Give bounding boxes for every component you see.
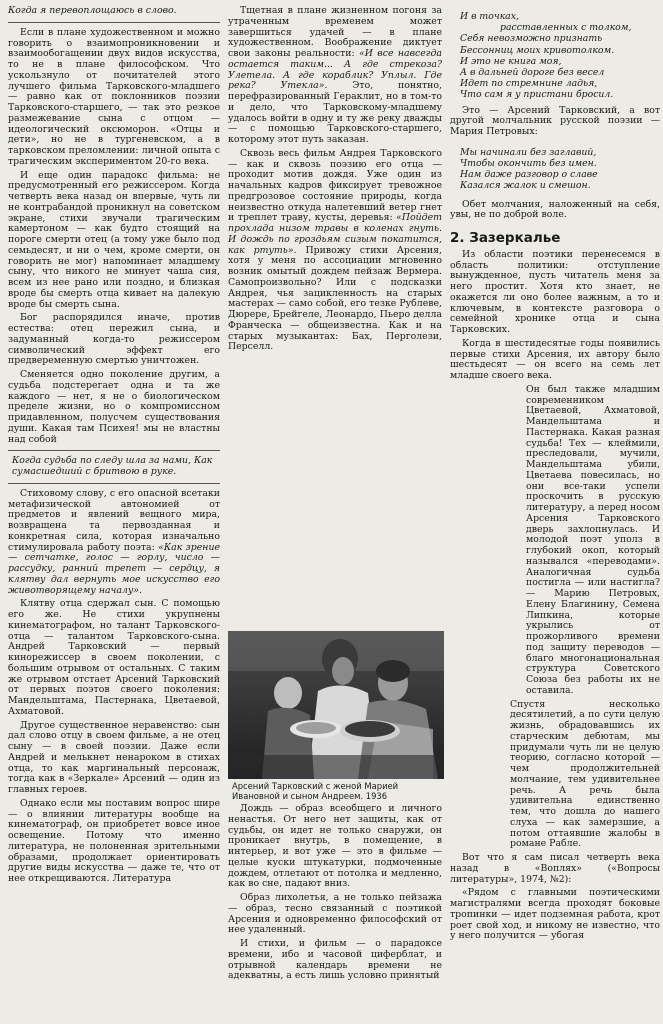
article-column-2 (228, 6, 442, 353)
verse-line: Идет по стремнине ладья, (460, 78, 598, 90)
poem-verse (460, 147, 660, 192)
section-heading: 2. Зазеркалье (450, 230, 561, 247)
paragraph: Клятву отца сдержал сын. С помощью его же. Не стихи укрупнены кинематографом, но талант Тарковского-отца — талантом Тарковского-сына. Андрей Тарковский — первый кинорежиссер в своем поколении, с большим отрывом от остальных. С таким же отрывом отстает Арсений Тарковский от первых поэтов своего поколения: Мандельштама, Пастернака, Цветаевой, Ахматовой. (8, 598, 220, 717)
epigraph: Когда я перевоплощаюсь в слово. (8, 5, 177, 16)
verse-line: Казался жалок и смешон. (460, 180, 591, 192)
divider (8, 22, 220, 23)
paragraph: Бог распорядился иначе, против естества: отец пережил сына, и задуманный когда-то режиссером символический эффект его предвеременную смертью уничтожен. (8, 312, 220, 367)
paragraph: Спустя несколько десятилетий, а по сути целую жизнь, обрадовавшись их старческим дебютам, мы придумали чуть ли не целую теорию, согласно которой — чем продолжительней молчание, тем удивительнее речь. А речь была удивительна единственно тем, что дошла до нашего слуха — как замерзшие, а потом оттаявшие жалобы в романе Рабле. (510, 698, 660, 850)
paragraph: Если в плане художественном и можно говорить о взаимопроникновении и взаимообогащении двух видов искусства, то не в плане философском. Что уcкользнуло от почитателей этого лучшего фильма Тарковского-младшего — равно как от поклонников поэзии Тарковского-старшего, — так это резкое размежевание сына с отцом — идеологический оксюморон. «Отцы и дети», но не в тургеневском, а в тарковском преломлении: личной опыта с трагическим экспериментом 20-го века. (8, 26, 220, 167)
paragraph: Дождь — образ всеобщего и личного ненастья. От него нет защиты, как от судьбы, он идет не только снаружи, он проникает внутрь, в помещение, в интерьер, и вот уже — это в фильме — целые куски штукатурки, подмоченные дождем, отлетают от потолка и медленно, как во сне, падают вниз. (228, 803, 442, 890)
article-column-3 (450, 6, 660, 942)
verse-line: Что сам я у пристани бросил. (460, 89, 614, 101)
paragraph: Он был также младшим современником Цветаевой, Ахматовой, Мандельштама и Пастернака. Какая разная судьба! Тех — клеймили, преследовали, мучили, Мандельштама убили, Цветаева повесилась, но они все-таки успели проскочить в русскую литературу, а перед носом Арсения Тарковского дверь захлопнулась. И молодой поэт уполз в глубокий окоп, который назывался «переводами». Аналогичная судьба постигла — или настигла? — Марию Петровых, Елену Благинину, Семена Липкина, которые укрылись от прожорливого времени под защиту переводов — благо многонациональная структура Советского Союза без работы их не оставила. (526, 383, 660, 696)
photo-illustration (228, 631, 444, 779)
paragraph: Вот что я сам писал четверть века назад в «Воплях» («Вопросы литературы», 1974, №2): (450, 852, 660, 885)
paragraph: Образ лихолетья, а не только пейзажа — образ, тесно связанный с поэтикой Арсения и одновременно философский от нее удаленный. (228, 892, 442, 936)
paragraph: И еще один парадокс фильма: не предусмотренный его режиссером. Когда четверть века назад он впервые, чуть ли не контрабандой проникнул на советском экране, стихи звучали трагическим камертоном — как будто стоящий на пороге смерти отец (а тому уже было под семьдесят, и ни о чем, кроме смерти, он говорить не мог) напоминает младшему сыну, что никого не минует чаша сия, всем из нее рано или поздно, и близкая вроде бы смерть отца кивает на далекую вроде бы смерть сына. (8, 169, 220, 310)
family-photo (228, 631, 444, 779)
verse-line: расставленных с толком, (500, 22, 632, 34)
paragraph: Из области поэтики перенесемся в область политики: отступление вынужденное, пусть читатель меня за него простит. Хотя кто знает, не окажется ли оно более важным, а то и ключевым, в контексте разговора о семейной хронике отца и сына Тарковских. (450, 248, 660, 336)
verse-line: Себя невозможно признать (460, 33, 603, 45)
paragraph: «Рядом с главными поэтическими магистралями всегда проходят боковые тропинки — идет подземная работа, крот роет свой ход, и никому не известно, что у него получится — убогая (450, 887, 660, 942)
verse-line: Бессонниц моих кривотолком. (460, 44, 615, 56)
divider (8, 483, 220, 484)
paragraph: Тщетная в плане жизненном погоня за утраченным временем может завершиться удачей — в плане художественном. Воображение диктует свои законы реальности: «И все навсегда остается таким... А где стрекоза? Улетела. А где кораблик? Уплыл. Где река? Утекла». Это, понятно, перефразированный Гераклит, но в том-то и дело, что Тарковскому-младшему удалось войти в одну и ту же реку дважды — с помощью Тарковского-старшего, которому этот путь заказан. (228, 5, 442, 145)
poem-quote: «Как зрение — сетчатке, голос — горлу, число — рассудку, ранний трепет — сердцу, я клятву дал вернуть мое искусство его животворящему началу». (8, 541, 220, 596)
article-column-1 (8, 6, 220, 885)
paragraph: Однако если мы поставим вопрос шире — о влиянии литературы вообще на кинематограф, он приобретет вовсе иное освещение. Потому что именно литература, не полоненная зрительными образами, продолжает ориентировать другие виды искусства — даже те, что от нее открещиваются. Литература (8, 797, 220, 884)
paragraph: Сквозь весь фильм Андрея Тарковского — как и сквозь поэзию его отца — проходит мотив дождя. Уже один из начальных кадров фиксирует тревожное предгрозовое состояние природы, когда неизвестно откуда налетевший ветер гнет и треплет траву, кусты, деревья: «Пойдет прохлада низом травы в коленах гнуть. И дождь по гроздьям сизым покатится, как ртуть». Привожу стихи Арсения, хотя у меня по ассоциации мгновенно возник омытый дождем пейзаж Вермера. Самопроизвольно? Или с подсказки Андрея, чья зацикленность на старых мастерах — само собой, его тезке Рублеве, Дюрере, Брейгеле, Леонардо, Пьеро делла Франческа — общеизвестна. Как и на старых музыкантах: Бах, Перголези, Перселл. (228, 147, 442, 353)
verse-line: Мы начинали без заглавий, (460, 146, 597, 158)
paragraph: Когда в шестидесятые годы появились первые стихи Арсения, их автору было шестьдесят — он всего на семь лет младше своего века. (450, 337, 660, 382)
verse-line: Нам даже разговор о славе (460, 169, 598, 181)
article-column-2-continued (228, 804, 442, 982)
poem-verse (460, 11, 660, 101)
paragraph: Сменяется одно поколение другим, а судьба подстерегает одна и та же каждого — нет, я не о биологическом пределе жизни, но о компромиссном придавленном, полусчем существования души. Какая там Психея! мы не властны над собой (8, 369, 220, 445)
verse-line: И это не книга моя, (460, 55, 562, 67)
paragraph: Это — Арсений Тарковский, а вот другой молчальник русской поэзии — Мария Петровых: (450, 104, 660, 138)
poem-quote: «И все навсегда остается таким... А где стрекоза? Улетела. А где кораблик? Уплыл. Где река? Утекла». (228, 48, 442, 92)
paragraph: Другое существенное неравенство: сын дал слово отцу в своем фильме, а не отец сыну — в своей поэзии. Даже если Андрей и мелькнет ненароком в стихах отца, то как маргинальный персонаж, тогда как в «Зеркале» Арсений — один из главных героев. (8, 719, 220, 795)
verse-line: И в точках, (460, 11, 519, 22)
poem-quote: «Пойдет прохлада низом травы в коленах гнуть. И дождь по гроздьям сизым покатится, как ртуть». (228, 212, 442, 256)
paragraph: Обет молчания, наложенный на себя, увы, не по доброй воле. (450, 198, 660, 221)
paragraph: Стиховому слову, с его опасной всетаки метафизической автономией от предметов и явлений вещного мира, возвращена та первозданная и конкретная сила, которая изначально стимулировала работу поэта: «Как зрение — сетчатке, голос — горлу, число — рассудку, ранний трепет — сердцу, я клятву дал вернуть мое искусство его животворящему началу». (8, 487, 220, 596)
verse-quote: Когда судьба по следу шла за нами, Как сумасшедший с бритвою в руке. (12, 455, 213, 477)
verse-line: Чтобы окончить без имен. (460, 158, 597, 170)
divider (8, 450, 220, 451)
verse-line: А в дальней дороге без весел (460, 67, 605, 79)
paragraph: И стихи, и фильм — о парадоксе времени, ибо и часовой циферблат, и отрывной календарь времени не адекватны, а есть лишь условно принятый (228, 938, 442, 982)
photo-caption: Арсений Тарковский с женой Марией Ивановной и сыном Андреем. 1936 (232, 781, 399, 801)
